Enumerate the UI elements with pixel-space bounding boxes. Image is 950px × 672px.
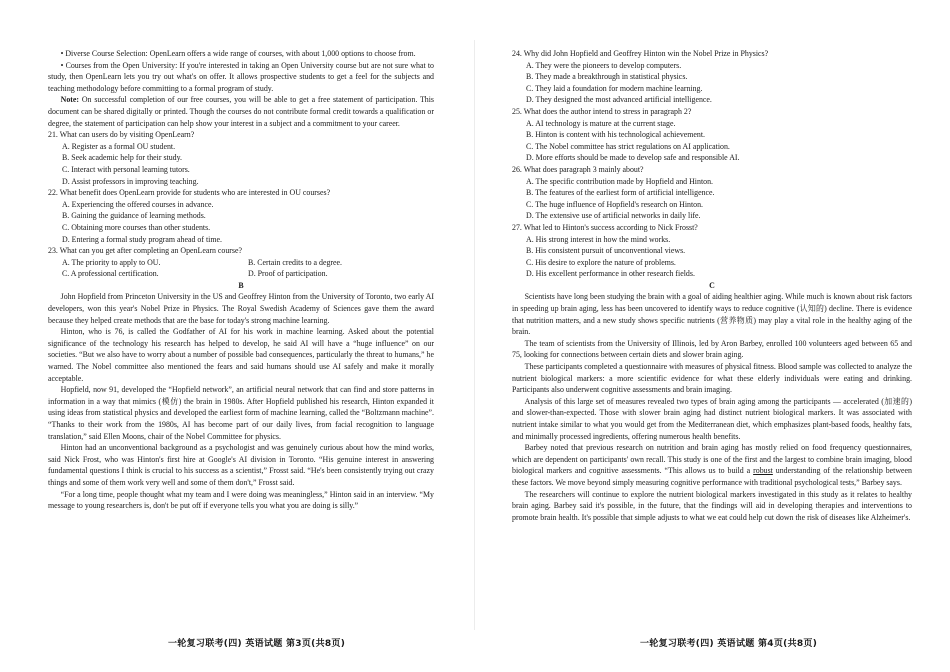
section-b-heading: B — [238, 280, 244, 290]
q25-option-a: A. AI technology is mature at the current stage. — [526, 118, 676, 128]
bullet-open-university: • Courses from the Open University: If you're interested in taking an Open University course but are not sure what to study, then OpenLearn lets you try out what's on offer. It allows prospective students to get a feel for the subjects and teaching methodology before committing to a formal program of study. — [48, 60, 434, 93]
c-p5-part-2: understanding of the relationship between these factors. We move beyond simply measuring cognitive performance with traditional psychological tests,” Barbey says. — [512, 466, 912, 487]
passage-c-paragraph-4: Analysis of this large set of measures revealed two types of brain aging among the participants — accelerated (加速的) and slower-than-expected. Those with slower brain aging had distinct nutrient biological markers. It was associated with nutrient intake similar to what you would get from the Mediterranean diet, which emphasizes plant-based foods, healthy fats, and minimally processed ingredients, offering numerous health benefits. — [512, 396, 912, 441]
q25-option-d: D. More efforts should be made to develop safe and responsible AI. — [526, 153, 740, 163]
q22-option-a: A. Experiencing the offered courses in advance. — [62, 199, 214, 209]
q23-option-b: B. Certain credits to a degree. — [248, 257, 342, 267]
q24-option-a: A. They were the pioneers to develop computers. — [526, 60, 682, 70]
passage-c-paragraph-2: The team of scientists from the University of Illinois, led by Aron Barbey, enrolled 100 volunteers aged between 65 and 75, looking for connections between certain diets and slower brain aging. — [512, 338, 912, 360]
q26-option-a: A. The specific contribution made by Hopfield and Hinton. — [526, 176, 713, 186]
note-paragraph — [48, 94, 434, 129]
q21-option-d: D. Assist professors in improving teaching. — [62, 176, 199, 186]
q25-option-c: C. The Nobel committee has strict regulations on AI application. — [526, 141, 730, 151]
passage-c-paragraph-3: These participants completed a questionnaire with measures of physical fitness. Blood sample was collected to analyze the nutrient biological markers: a more scientific evidence for what these elderly individuals were eating and drinking. Participants also underwent cognitive assessments and brain imaging. — [512, 362, 912, 395]
page-divider — [474, 40, 475, 630]
question-23: 23. What can you get after completing an OpenLearn course? — [48, 246, 242, 256]
q22-option-d: D. Entering a formal study program ahead of time. — [62, 234, 222, 244]
q23-option-d: D. Proof of participation. — [248, 269, 328, 279]
q21-option-a: A. Register as a formal OU student. — [62, 141, 176, 151]
passage-c-paragraph-5 — [512, 442, 912, 488]
q26-option-b: B. The features of the earliest form of artificial intelligence. — [526, 188, 715, 198]
question-25: 25. What does the author intend to stress in paragraph 2? — [512, 106, 692, 116]
question-26: 26. What does paragraph 3 mainly about? — [512, 164, 644, 174]
question-24: 24. Why did John Hopfield and Geoffrey Hinton win the Nobel Prize in Physics? — [512, 49, 769, 58]
q27-option-c: C. His desire to explore the nature of problems. — [526, 257, 676, 267]
q23-options-row-2 — [48, 268, 434, 280]
c-p5-part-1: Barbey noted that previous research on nutrition and brain aging has mostly relied on food frequency questionnaires, which are dependent on participants' own recall. This study is one of the first and the largest to combine brain imaging, blood biological markers and cognitive assessments. “This allows us to build a — [512, 443, 912, 476]
q22-option-b: B. Gaining the guidance of learning methods. — [62, 211, 206, 221]
section-c-heading: C — [709, 280, 715, 290]
note-label: Note: — [60, 95, 80, 105]
q26-option-d: D. The extensive use of artificial networks in daily life. — [526, 211, 701, 221]
left-column — [48, 48, 434, 512]
note-text: On successful completion of our free courses, you will be able to get a free statement of participation. This document can be shared digitally or printed. Though the courses do not contribute formal credit towards a qualification or degree, the statement of participation can help show your interest in a subject and a commitment to your career. — [48, 95, 434, 128]
question-27: 27. What led to Hinton's success according to Nick Frosst? — [512, 222, 698, 232]
bullet-course-selection: • Diverse Course Selection: OpenLearn offers a wide range of courses, with about 1,000 options to choose from. — [60, 49, 416, 58]
q24-option-d: D. They designed the most advanced artificial intelligence. — [526, 95, 712, 105]
q24-option-c: C. They laid a foundation for modern machine learning. — [526, 83, 703, 93]
passage-c-paragraph-1: Scientists have long been studying the brain with a goal of aiding healthier aging. While much is known about risk factors in speeding up brain aging, less has been uncovered to identify ways to reduce cognitive (认知的) decline. There is evidence that nutrition matters, and a new study shows specific nutrients (营养物质) may play a vital role in the healthy aging of the brain. — [512, 292, 912, 337]
footer-page-3: 一轮复习联考(四) 英语试题 第3页(共8页) — [168, 639, 346, 649]
right-column — [512, 48, 912, 523]
question-22: 22. What benefit does OpenLearn provide for students who are interested in OU courses? — [48, 188, 331, 198]
underlined-word-robust: robust — [753, 466, 773, 476]
passage-b-paragraph-1: John Hopfield from Princeton University in the US and Geoffrey Hinton from the University of Toronto, two early AI developers, won this year's Nobel Prize in Physics. The Royal Swedish Academy of Sciences gave them the award because they helped create methods that are the base for today's strong machine learning. — [48, 292, 434, 325]
question-21: 21. What can users do by visiting OpenLearn? — [48, 130, 195, 140]
passage-c-paragraph-6: The researchers will continue to explore the nutrient biological markers investigated in this study as it relates to healthy brain aging. Barbey said it's possible, in the future, that the findings will aid in developing therapies and interventions to promote brain health. It's possible that simple adjusts to what we eat could help cut down the risk of diseases like Alzheimer's. — [512, 489, 912, 522]
q23-option-c: C. A professional certification. — [62, 269, 159, 279]
q22-option-c: C. Obtaining more courses than other students. — [62, 222, 211, 232]
passage-b-paragraph-3: Hopfield, now 91, developed the “Hopfield network”, an artificial neural network that can find and store patterns in information in a way that mimics (模仿) the brain in 1980s. After Hopfield published his research, Hinton expanded it using ideas from statistical physics and developed the earliest form of machine learning, called the “Boltzmann machine”. “Thanks to their work from the 1980s, AI has become part of our daily lives, from facial recognition to language translation,” said Ellen Moons, chair of the Nobel Committee for physics. — [48, 385, 434, 441]
q27-option-b: B. His consistent pursuit of unconventional views. — [526, 246, 686, 256]
footer-page-4: 一轮复习联考(四) 英语试题 第4页(共8页) — [640, 639, 818, 649]
q21-option-b: B. Seek academic help for their study. — [62, 153, 183, 163]
q21-option-c: C. Interact with personal learning tutors. — [62, 164, 190, 174]
q26-option-c: C. The huge influence of Hopfield's research on Hinton. — [526, 199, 704, 209]
q23-option-a: A. The priority to apply to OU. — [62, 257, 161, 267]
q24-option-b: B. They made a breakthrough in statistical physics. — [526, 72, 688, 82]
passage-b-paragraph-5: “For a long time, people thought what my team and I were doing was meaningless,” Hinton said in an interview. “My message to young researchers is, don't be put off if everyone tells you what you are doing is silly.” — [48, 489, 434, 511]
q27-option-d: D. His excellent performance in other research fields. — [526, 269, 695, 279]
passage-b-paragraph-2: Hinton, who is 76, is called the Godfather of AI for his work in machine learning. Asked about the potential significance of the technology his research has helped to develop, he said AI will have a “huge influence” on our societies. “But we also have to worry about a number of possible bad consequences, particularly the threat to humans,” he warned. The Nobel committee also mentioned the fears and said humans should use AI safely and make it morally acceptable. — [48, 327, 434, 383]
q25-option-b: B. Hinton is content with his technological achievement. — [526, 130, 706, 140]
passage-b-paragraph-4: Hinton had an unconventional background as a psychologist and was genuinely curious about how the mind works, said Nick Frost, who was Hinton's first hire at Google's AI division in Toronto. “His genuine interest in answering fundamental questions I think is crucial to his success as a scientist,” Frosst said. “He's been consistently trying out crazy things and some of them work very well and some of them don't,” Frosst said. — [48, 443, 434, 487]
q23-options-row-1 — [48, 257, 434, 269]
q27-option-a: A. His strong interest in how the mind works. — [526, 234, 671, 244]
